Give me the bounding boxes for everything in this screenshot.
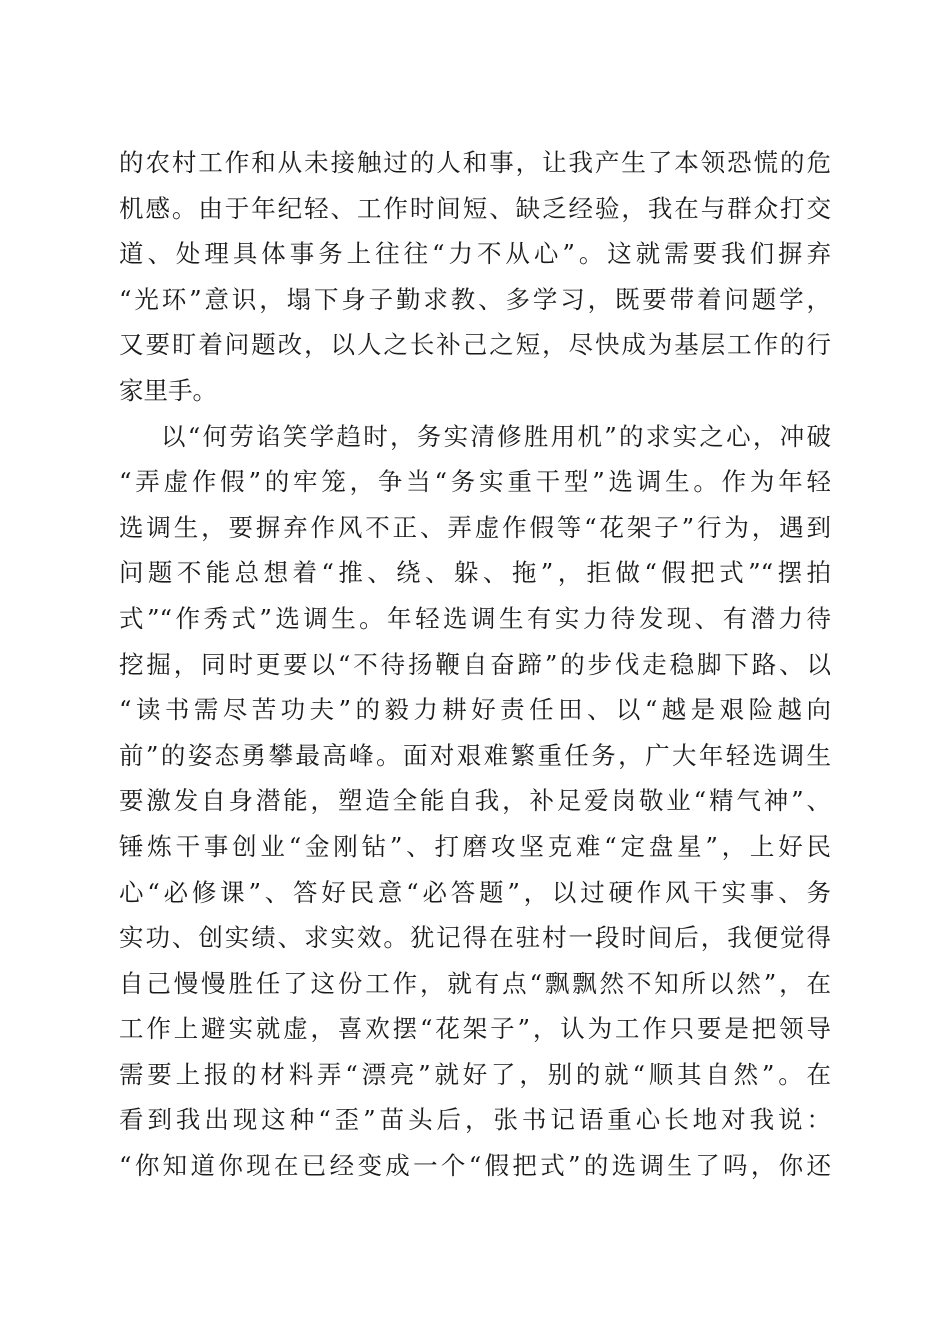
text-line: 自己慢慢胜任了这份工作，就有点“飘飘然不知所以然”，在 [119, 968, 831, 998]
text-line: 锤炼干事创业“金刚钻”、打磨攻坚克难“定盘星”，上好民 [119, 831, 831, 861]
text-line: 心“必修课”、答好民意“必答题”，以过硬作风干实事、务 [119, 877, 831, 907]
text-line: “弄虚作假”的牢笼，争当“务实重干型”选调生。作为年轻 [119, 467, 831, 497]
text-line: “你知道你现在已经变成一个“假把式”的选调生了吗，你还 [119, 1151, 831, 1181]
text-line: 要激发自身潜能，塑造全能自我，补足爱岗敬业“精气神”、 [119, 786, 831, 816]
text-line: “读书需尽苦功夫”的毅力耕好责任田、以“越是艰险越向 [119, 695, 831, 725]
text-line: 又要盯着问题改，以人之长补己之短，尽快成为基层工作的行 [119, 330, 831, 360]
text-line: 问题不能总想着“推、绕、躲、拖”，拒做“假把式”“摆拍 [119, 558, 831, 588]
text-line: 以“何劳谄笑学趋时，务实清修胜用机”的求实之心，冲破 [161, 421, 831, 451]
document-body [119, 140, 831, 1189]
text-line: 家里手。 [119, 375, 217, 405]
text-line: 选调生，要摒弃作风不正、弄虚作假等“花架子”行为，遇到 [119, 512, 831, 542]
text-line: 前”的姿态勇攀最高峰。面对艰难繁重任务，广大年轻选调生 [119, 740, 831, 770]
paragraph-1 [119, 140, 831, 414]
text-line: 道、处理具体事务上往往“力不从心”。这就需要我们摒弃 [119, 239, 831, 269]
text-line: 机感。由于年纪轻、工作时间短、缺乏经验，我在与群众打交 [119, 193, 831, 223]
text-line: 工作上避实就虚，喜欢摆“花架子”，认为工作只要是把领导 [119, 1014, 831, 1044]
paragraph-2 [119, 414, 831, 1189]
text-line: 式”“作秀式”选调生。年轻选调生有实力待发现、有潜力待 [119, 603, 831, 633]
text-line: 的农村工作和从未接触过的人和事，让我产生了本领恐慌的危 [119, 148, 831, 177]
text-line: “光环”意识，塌下身子勤求教、多学习，既要带着问题学， [119, 284, 831, 314]
text-line: 挖掘，同时更要以“不待扬鞭自奋蹄”的步伐走稳脚下路、以 [119, 649, 831, 679]
text-line: 看到我出现这种“歪”苗头后，张书记语重心长地对我说： [119, 1105, 831, 1135]
text-line: 需要上报的材料弄“漂亮”就好了，别的就“顺其自然”。在 [119, 1059, 831, 1089]
text-line: 实功、创实绩、求实效。犹记得在驻村一段时间后，我便觉得 [119, 923, 831, 953]
